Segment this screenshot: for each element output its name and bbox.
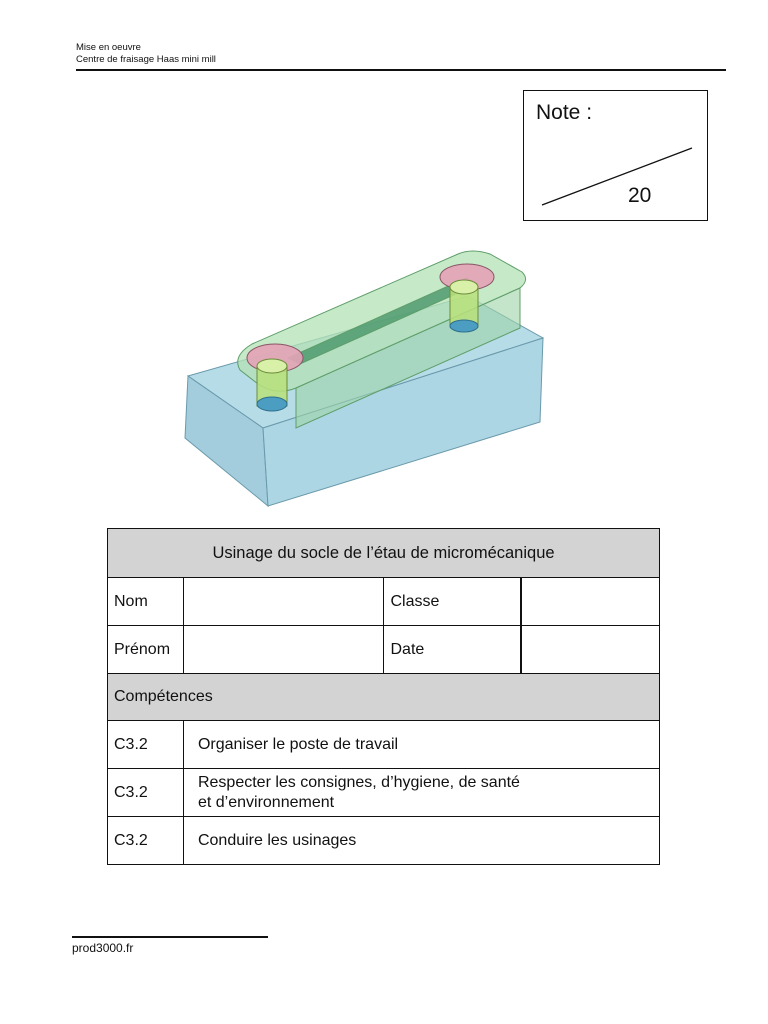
document-header	[76, 42, 216, 66]
skill-row	[108, 769, 660, 817]
date-label: Date	[384, 626, 521, 674]
note-label: Note :	[536, 101, 593, 124]
skill-label	[183, 769, 659, 817]
skill-label-line-2: et d’environnement	[197, 793, 335, 811]
date-field[interactable]	[521, 626, 660, 674]
skill-code: C3.2	[108, 769, 184, 817]
nom-label: Nom	[108, 578, 184, 626]
sheet-title: Usinage du socle de l’étau de micromécanique	[108, 529, 660, 578]
footer-site: prod3000.fr	[72, 941, 134, 955]
skill-label	[183, 817, 659, 865]
header-line-1: Mise en oeuvre	[76, 42, 141, 53]
skill-code: C3.2	[108, 721, 184, 769]
header-rule	[76, 69, 726, 71]
classe-label: Classe	[384, 578, 521, 626]
nom-row	[108, 578, 660, 626]
skill-label-line-1: Conduire les usinages	[197, 831, 357, 849]
header-line-2: Centre de fraisage Haas mini mill	[76, 54, 216, 65]
skill-label-line-1: Organiser le poste de travail	[197, 735, 399, 753]
competences-label: Compétences	[108, 674, 660, 721]
skill-row	[108, 817, 660, 865]
vise-base-3d-figure	[160, 232, 560, 512]
skill-label-line-1: Respecter les consignes, d’hygiene, de santé	[197, 773, 520, 791]
evaluation-sheet	[107, 528, 660, 865]
skill-label	[183, 721, 659, 769]
footer-rule	[72, 936, 268, 938]
note-box	[523, 90, 708, 221]
sheet-title-row	[108, 529, 660, 578]
skill-row	[108, 721, 660, 769]
note-total: 20	[628, 184, 652, 207]
nom-field[interactable]	[183, 578, 384, 626]
prenom-row	[108, 626, 660, 674]
classe-field[interactable]	[521, 578, 660, 626]
prenom-field[interactable]	[183, 626, 384, 674]
competences-header-row	[108, 674, 660, 721]
note-fraction-slash	[524, 91, 709, 222]
prenom-label: Prénom	[108, 626, 184, 674]
skill-code: C3.2	[108, 817, 184, 865]
